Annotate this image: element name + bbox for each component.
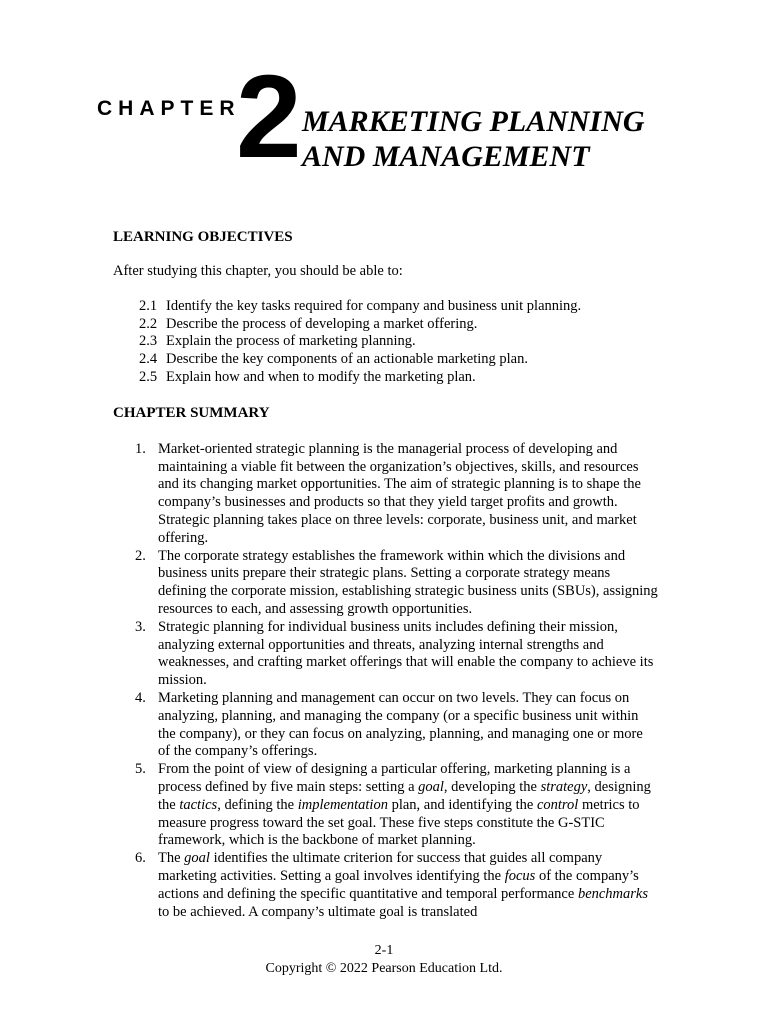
summary-item [113,690,658,761]
copyright-notice: Copyright © 2022 Pearson Education Ltd. [265,961,503,976]
summary-list [113,441,658,922]
page-content [113,228,658,921]
objective-number: 2.5 [139,368,158,385]
emphasized-term: goal [184,850,210,867]
summary-item-number: 6. [135,850,146,867]
chapter-label: CHAPTER [97,97,241,120]
summary-text: The corporate strategy establishes the framework within which the divisions and business units prepare their strategic plans. Setting a corporate strategy means defining the corporate mission, establishing strategic business units (SBUs), assigning resources to each, and assessing growth opportunities. [158,547,658,617]
objective-item [139,298,658,316]
summary-item-number: 4. [135,689,146,706]
objective-text: Explain the process of marketing planning. [166,333,416,350]
emphasized-term: implementation [297,796,388,813]
objective-item [139,369,658,387]
objective-number: 2.1 [139,297,158,314]
summary-item [113,441,658,548]
emphasized-term: focus [504,867,536,884]
summary-text: , developing the [443,778,541,795]
page-footer [0,942,768,978]
objective-item [139,316,658,334]
chapter-title [302,104,645,174]
emphasized-term: benchmarks [577,885,649,902]
objective-number: 2.4 [139,351,158,368]
objective-number: 2.3 [139,333,158,350]
summary-item-number: 5. [135,761,146,778]
summary-item [113,548,658,619]
chapter-header [0,0,768,200]
emphasized-term: tactics [179,796,218,813]
summary-text: of the company’s actions and defining the specific quantitative and temporal performance [158,867,639,902]
chapter-number: 2 [236,51,300,183]
objective-item [139,351,658,369]
summary-item [113,850,658,921]
summary-text: , designing the [158,778,651,813]
summary-text: From the point of view of designing a particular offering, marketing planning is a process defined by five main steps: setting a [158,761,631,795]
emphasized-term: goal [418,778,444,795]
objective-item [139,333,658,351]
summary-text: identifies the ultimate criterion for success that guides all company marketing activities. Setting a goal involves identifying the [158,850,603,884]
summary-text: to be achieved. A company’s ultimate goal is translated [158,903,478,920]
emphasized-term: control [536,796,579,813]
objectives-list [139,298,658,387]
chapter-summary-heading: CHAPTER SUMMARY [113,404,270,421]
summary-item-number: 3. [135,618,146,635]
summary-text: , defining the [217,796,298,813]
objectives-intro: After studying this chapter, you should be able to: [113,263,403,279]
summary-text: Strategic planning for individual business units includes defining their mission, analyzing external opportunities and threats, analyzing internal strengths and weaknesses, and crafting market offerings that will enable the company to achieve its mission. [158,618,654,689]
learning-objectives-heading: LEARNING OBJECTIVES [113,229,293,245]
summary-item [113,619,658,690]
summary-text: plan, and identifying the [387,796,537,813]
page-number: 2-1 [374,943,394,958]
summary-text: Market-oriented strategic planning is the managerial process of developing and maintaining a viable fit between the organization’s objectives, skills, and resources and its changing market opportunities. The aim of strategic planning is to shape the company’s businesses and products so that they yield target profits and growth. Strategic planning takes place on three levels: corporate, business unit, and market offering. [158,440,641,546]
objective-text: Describe the process of developing a market offering. [166,315,478,332]
objective-text: Explain how and when to modify the marketing plan. [166,368,476,385]
objective-text: Identify the key tasks required for company and business unit planning. [166,297,582,314]
objective-number: 2.2 [139,315,158,332]
summary-text: metrics to measure progress toward the set goal. These five steps constitute the G-STIC framework, which is the backbone of market planning. [158,796,640,849]
summary-item [113,761,658,850]
summary-text: The [158,850,185,867]
objective-text: Describe the key components of an actionable marketing plan. [166,351,528,368]
summary-text: Marketing planning and management can occur on two levels. They can focus on analyzing, planning, and managing the company (or a specific business unit within the company), or they can focus on analyzing, planning, and managing one or more of the company’s offerings. [158,689,643,760]
chapter-title-line-2: AND MANAGEMENT [302,140,590,173]
chapter-title-line-1: MARKETING PLANNING [302,105,645,138]
summary-item-number: 2. [135,547,146,564]
emphasized-term: strategy [540,778,588,795]
summary-item-number: 1. [135,440,146,457]
